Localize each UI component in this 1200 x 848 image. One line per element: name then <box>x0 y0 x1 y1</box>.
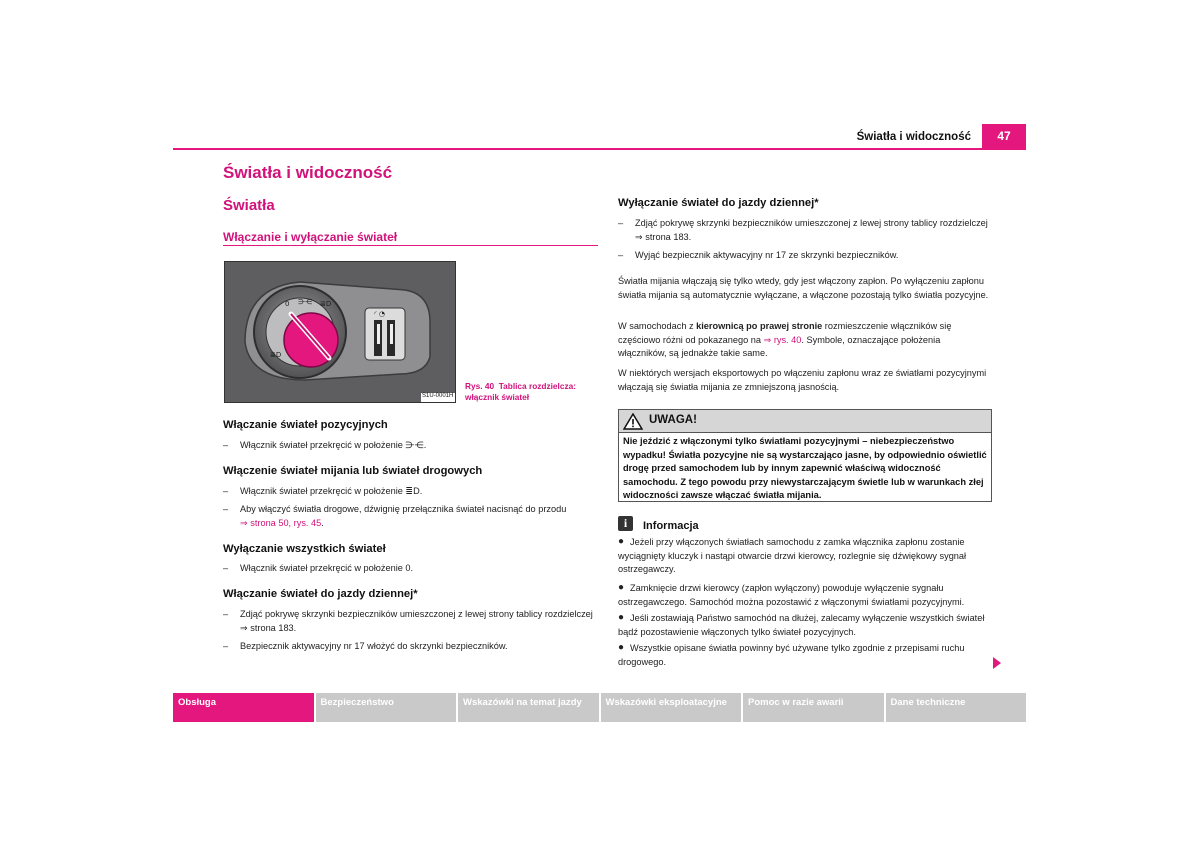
svg-text:≣D: ≣D <box>320 300 332 308</box>
tab-dane-techniczne[interactable]: Dane techniczne <box>886 693 1027 722</box>
section-heading: Wyłączanie wszystkich świateł <box>223 543 386 555</box>
list-item: – Wyjąć bezpiecznik aktywacyjny nr 17 ze skrzynki bezpieczników. <box>618 250 899 260</box>
list-item: – Aby włączyć światła drogowe, dźwignię przełącznika świateł nacisnąć do przodu ⇒ strona 50, rys. 45. <box>223 504 567 528</box>
info-bullet: ● Zamknięcie drzwi kierowcy (zapłon wyłączony) powoduje wyłączenie sygnału ostrzegawczego. Samochód można pozostawić z włączonymi światłami pozycyjnymi. <box>618 582 965 607</box>
page-number: 47 <box>982 124 1026 149</box>
section-heading: Włączanie świateł do jazdy dziennej* <box>223 588 418 600</box>
light-switch-figure <box>224 261 456 403</box>
warning-text: Nie jeździć z włączonymi tylko światłami pozycyjnymi – niebezpieczeństwo wypadku! Światła pozycyjne nie są wystarczająco jasne, by odpowiednio oświetlić drogę przed samochodem lub by innym zapewnić właściwą widoczność samochodu. Z tego powodu przy niewystarczającym świetle lub w warunkach złej widoczności zawsze włączać światła mijania. <box>623 436 987 500</box>
list-item: – Włącznik świateł przekręcić w położenie ≣D. <box>223 486 423 496</box>
section-heading: Włączanie świateł pozycyjnych <box>223 419 388 431</box>
figure-caption-text: Tablica rozdzielcza: włącznik świateł <box>465 381 576 402</box>
subsection-rule <box>223 245 598 246</box>
info-title: Informacja <box>643 520 699 532</box>
figure-code: S1U-0001H <box>422 393 454 399</box>
running-header-title: Światła i widoczność <box>856 131 971 143</box>
list-item: – Włącznik świateł przekręcić w położenie ⋺⋲. <box>223 440 427 450</box>
paragraph: W niektórych wersjach eksportowych po włączeniu zapłonu wraz ze światłami pozycyjnymi włączają się światła mijania ze zmniejszoną jasnością. <box>618 368 987 392</box>
info-bullet: ● Jeśli zostawiają Państwo samochód na dłużej, zalecamy wyłączenie wszystkich świateł bądź pozostawienie włączonych tylko świateł pozycyjnych. <box>618 612 985 637</box>
page-link[interactable]: ⇒ strona 50, rys. 45 <box>240 517 322 528</box>
figure-caption <box>465 381 595 402</box>
section-heading: Wyłączanie świateł do jazdy dziennej* <box>618 197 819 209</box>
warning-header <box>619 410 991 433</box>
list-item: – Zdjąć pokrywę skrzynki bezpieczników umieszczonej z lewej strony tablicy rozdzielczej ⇒ strona 183. <box>618 218 988 242</box>
section-heading: Włączenie świateł mijania lub świateł drogowych <box>223 465 483 477</box>
svg-text:◜ ◔: ◜ ◔ <box>374 310 386 318</box>
paragraph: W samochodach z kierownicą po prawej stronie rozmieszczenie włączników się częściowo różni od pokazanego na ⇒ rys. 40. Symbole, oznaczające położenia włączników, są jednakże takie same. <box>618 321 952 358</box>
paragraph: Światła mijania włączają się tylko wtedy, gdy jest włączony zapłon. Po wyłączeniu zapłonu światła mijania są automatycznie wyłączane, a włączone pozostają tylko światła pozycyjne. <box>618 276 989 300</box>
list-item: – Zdjąć pokrywę skrzynki bezpieczników umieszczonej z lewej strony tablicy rozdzielczej ⇒ strona 183. <box>223 609 593 633</box>
light-switch-illustration <box>225 262 456 403</box>
svg-text:0: 0 <box>285 300 290 308</box>
info-icon: i <box>618 516 633 531</box>
tab-wskazowki-jazdy[interactable]: Wskazówki na temat jazdy <box>458 693 599 722</box>
next-page-arrow-icon[interactable] <box>993 657 1001 669</box>
svg-text:⋺⋲: ⋺⋲ <box>298 298 312 306</box>
chapter-title: Światła i widoczność <box>223 163 393 182</box>
header-rule <box>173 148 1026 150</box>
list-item: – Bezpiecznik aktywacyjny nr 17 włożyć do skrzynki bezpieczników. <box>223 641 508 651</box>
warning-title: UWAGA! <box>649 414 697 426</box>
figure-caption-ref: Rys. 40 <box>465 381 495 391</box>
figure-link[interactable]: ⇒ rys. 40 <box>763 334 802 345</box>
svg-text:≣D: ≣D <box>270 351 282 359</box>
tab-wskazowki-eksploatacyjne[interactable]: Wskazówki eksploatacyjne <box>601 693 742 722</box>
tab-pomoc-awarii[interactable]: Pomoc w razie awarii <box>743 693 884 722</box>
subsection-title: Włączanie i wyłączanie świateł <box>223 230 398 244</box>
chapter-tabs <box>173 693 1026 722</box>
warning-box <box>618 409 992 502</box>
section-title: Światła <box>223 197 275 214</box>
tab-obsluga[interactable]: Obsługa <box>173 693 314 722</box>
tab-bezpieczenstwo[interactable]: Bezpieczeństwo <box>316 693 457 722</box>
list-item: – Włącznik świateł przekręcić w położenie 0. <box>223 563 414 573</box>
info-bullet: ● Jeżeli przy włączonych światłach samochodu z zamka włącznika zapłonu zostanie wyciągnięty kluczyk i nastąpi otwarcie drzwi kierowcy, rozlegnie się dźwiękowy sygnał ostrzegawczy. <box>618 536 967 574</box>
info-bullet: ● Wszystkie opisane światła powinny być używane tylko zgodnie z przepisami ruchu drogowego. <box>618 642 965 667</box>
warning-triangle-icon <box>623 413 643 430</box>
